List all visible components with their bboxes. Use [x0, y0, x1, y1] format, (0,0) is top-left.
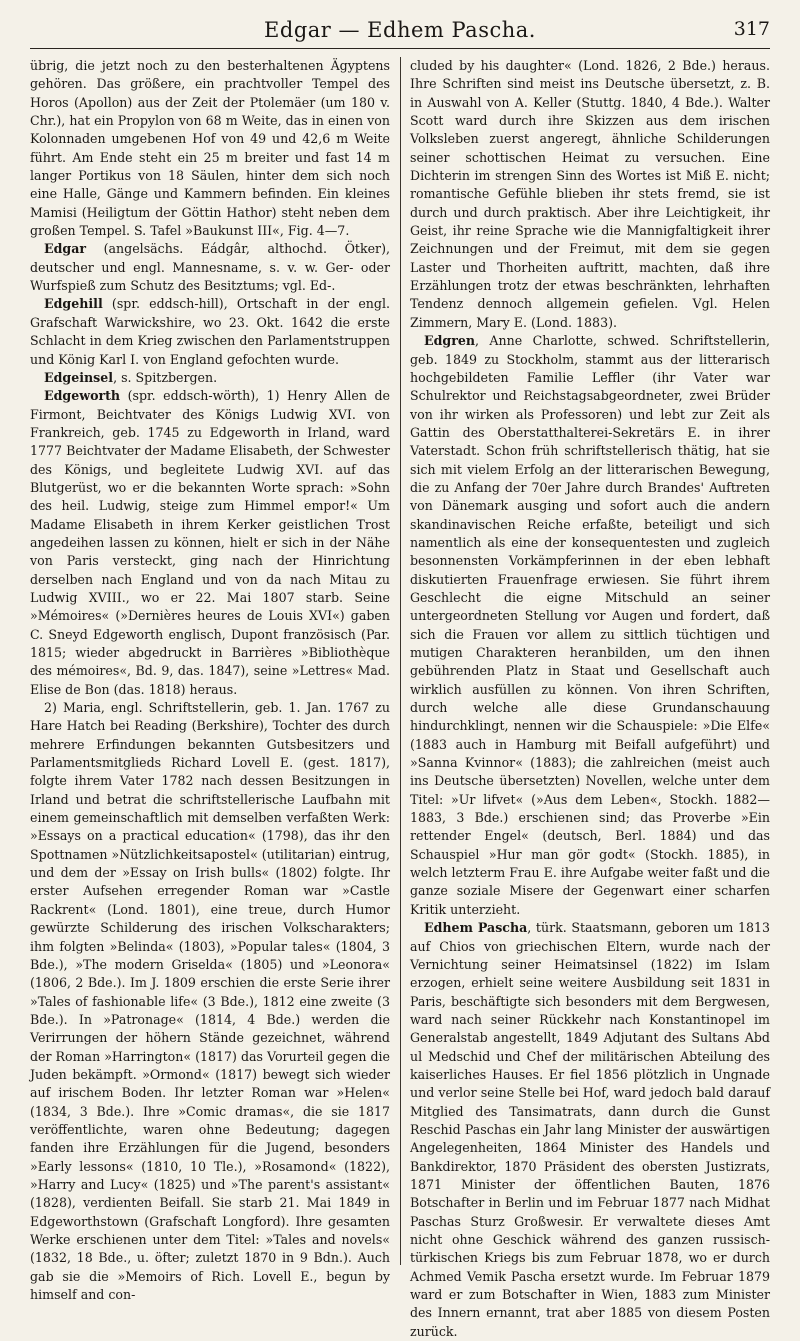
entry-edgeworth: [30, 387, 390, 699]
entry-edgren-text: , Anne Charlotte, schwed. Schriftstellerin, geb. 1849 zu Stockholm, stammt aus der litterarisch hochgebildeten Familie Leffler (ihr Vater war Schulrektor und Reichstagsabgeordneter, zwei Brüder von ihr wirken als Professoren) und lebt zur Zeit als Gattin des Oberstatthalterei-Sekretärs E. in ihrer Vaterstadt. Schon früh schriftstellerisch thätig, hat sie sich mit vielem Erfolg an der litterarischen Bewegung, die zu Anfang der 70er Jahre durch Brandes' Auftreten von Dänemark ausging und sofort auch die andern skandinavischen Reiche erfaßte, beteiligt und sich namentlich als eine der konsequentesten und zugleich besonnensten Vorkämpferinnen in der eben lebhaft diskutierten Frauenfrage erwiesen. Sie führt ihrem Geschlecht die eigne Mitschuld an seiner untergeordneten Stellung vor Augen und fordert, daß sich die Frauen vor allem zu sittlich tüchtigen und mutigen Charakteren heranbilden, um den ihnen gebührenden Platz in Staat und Gesellschaft auch wirklich ausfüllen zu können. Von ihren Schriften, durch welche alle diese Grundanschauung hindurchklingt, nennen wir die Schauspiele: »Die Elfe« (1883 auch in Hamburg mit Beifall aufgeführt) und »Sanna Kvinnor« (1883); die zahlreichen (meist auch ins Deutsche übersetzten) Novellen, welche unter dem Titel: »Ur lifvet« (»Aus dem Leben«, Stockh. 1882—1883, 3 Bde.) erschienen sind; das Proverbe »Ein rettender Engel« (deutsch, Berl. 1884) und das Schauspiel »Hur man gör godt« (Stockh. 1885), in welch letzterm Frau E. ihre Aufgabe weiter faßt und die ganze soziale Misere der Gegenwart einer scharfen Kritik unterzieht.: [410, 333, 770, 917]
entry-edgeinsel-text: , s. Spitzbergen.: [113, 369, 218, 385]
headword-edgeinsel: Edgeinsel: [44, 369, 114, 385]
left-column: [30, 57, 390, 1304]
headword-edgar: Edgar: [44, 241, 87, 257]
headword-edgeworth: Edgeworth: [44, 388, 121, 404]
entry-edgeworth-continued: cluded by his daughter« (Lond. 1826, 2 Bde.) heraus. Ihre Schriften sind meist ins Deutsche übersetzt, z. B. in Auswahl von A. Keller (Stuttg. 1840, 4 Bde.). Walter Scott ward durch ihre Skizzen aus dem irischen Volksleben zuerst angeregt, ähnliche Schilderungen seiner schottischen Heimat zu versuchen. Eine Dichterin im strengen Sinn des Wortes ist Miß E. nicht; romantische Gefühle blieben ihr stets fremd, sie ist durch und durch praktisch. Aber ihre Leichtigkeit, ihr Geist, ihr reine Sprache wie die Mannigfaltigkeit ihrer Zeichnungen und der Freimut, mit dem sie gegen Laster und Thorheiten auftritt, machten, daß ihre Erzählungen trotz der etwas beschränkten, lehrhaften Tendenz dennoch allgemein gefielen. Vgl. Helen Zimmern, Mary E. (Lond. 1883).: [410, 58, 770, 330]
right-column: [410, 57, 770, 1341]
running-title: Edgar — Edhem Pascha.: [264, 18, 536, 42]
headword-edgehill: Edgehill: [44, 296, 103, 312]
entry-edhem-pascha: [410, 919, 770, 1341]
page-number: 317: [733, 18, 770, 40]
headword-edhem-pascha: Edhem Pascha: [424, 920, 528, 936]
page-header: [30, 14, 770, 49]
entry-edgeinsel: [30, 369, 390, 387]
entry-edhem-pascha-text: , türk. Staatsmann, geboren um 1813 auf Chios von griechischen Eltern, wurde nach der Vernichtung seiner Heimatsinsel (1822) im Islam erzogen, erhielt seine weitere Ausbildung seit 1831 in Paris, beschäftigte sich besonders mit dem Bergwesen, ward nach seiner Rückkehr nach Konstantinopel im Generalstab angestellt, 1849 Adjutant des Sultans Abd ul Medschid und Chef der militärischen Abteilung des kaiserliches Hauses. Er fiel 1856 plötzlich in Ungnade und verlor seine Stelle bei Hof, ward jedoch bald darauf Mitglied des Tansimatrats, dann durch die Gunst Reschid Paschas ein Jahr lang Minister der auswärtigen Angelegenheiten, 1864 Minister des Handels und Bankdirektor, 1870 Präsident des obersten Justizrats, 1871 Minister der öffentlichen Bauten, 1876 Botschafter in Berlin und im Februar 1877 nach Midhat Paschas Sturz Großwesir. Er verwaltete dieses Amt nicht ohne Geschick während des ganzen russisch-türkischen Kriegs bis zum Februar 1878, wo er durch Achmed Vemik Pascha ersetzt wurde. Im Februar 1879 ward er zum Botschafter in Wien, 1883 zum Minister des Innern ernannt, trat aber 1885 von diesem Posten zurück.: [410, 920, 770, 1339]
entry-edgeworth-maria: 2) Maria, engl. Schriftstellerin, geb. 1. Jan. 1767 zu Hare Hatch bei Reading (Berkshire), Tochter des durch mehrere Erfindungen bekannten Gutsbesitzers und Parlamentsmitglieds Richard Lovell E. (gest. 1817), folgte ihrem Vater 1782 nach dessen Besitzungen in Irland und betrat die schriftstellerische Laufbahn mit einem gemeinschaftlich mit demselben verfaßten Werk: »Essays on a practical education« (1798), das ihr den Spottnamen »Nützlichkeitsapostel« (utilitarian) eintrug, und dem der »Essay on Irish bulls« (1802) folgte. Ihr erster Aufsehen erregender Roman war »Castle Rackrent« (Lond. 1801), eine treue, durch Humor gewürzte Schilderung des irischen Volkscharakters; ihm folgten »Belinda« (1803), »Popular tales« (1804, 3 Bde.), »The modern Griselda« (1805) und »Leonora« (1806, 2 Bde.). Im J. 1809 erschien die erste Serie ihrer »Tales of fashionable life« (3 Bde.), 1812 eine zweite (3 Bde.). In »Patronage« (1814, 4 Bde.) werden die Verirrungen der höhern Stände gezeichnet, während der Roman »Harrington« (1817) das Vorurteil gegen die Juden bekämpft. »Ormond« (1817) bewegt sich wieder auf irischem Boden. Ihr letzter Roman war »Helen« (1834, 3 Bde.). Ihre »Comic dramas«, die sie 1817 veröffentlichte, waren ohne Bedeutung; dagegen fanden ihre Erzählungen für die Jugend, besonders »Early lessons« (1810, 10 Tle.), »Rosamond« (1822), »Harry and Lucy« (1825) und »The parent's assistant« (1828), verdienten Beifall. Sie starb 21. Mai 1849 in Edgeworthstown (Grafschaft Longford). Ihre gesamten Werke erschienen unter dem Titel: »Tales and novels« (1832, 18 Bde., u. öfter; zuletzt 1870 in 9 Bdn.). Auch gab sie die »Memoirs of Rich. Lovell E., begun by himself and con-: [30, 700, 390, 1303]
entry-edfu-continued: übrig, die jetzt noch zu den besterhaltenen Ägyptens gehören. Das größere, ein prachtvoller Tempel des Horos (Apollon) aus der Zeit der Ptolemäer (um 180 v. Chr.), hat ein Propylon von 68 m Weite, das in einen von Kolonnaden umgebenen Hof von 49 und 42,6 m Weite führt. Am Ende steht ein 25 m breiter und fast 14 m langer Portikus von 18 Säulen, hinter dem sich noch eine Halle, Gänge und Kammern befinden. Ein kleines Mamisi (Heiligtum der Göttin Hathor) steht neben dem großen Tempel. S. Tafel »Baukunst III«, Fig. 4—7.: [30, 58, 390, 239]
column-divider: [400, 57, 401, 1265]
entry-edgeworth-text: (spr. eddsch-wörth), 1) Henry Allen de Firmont, Beichtvater des Königs Ludwig XVI. von Frankreich, geb. 1745 zu Edgeworth in Irland, ward 1777 Beichtvater der Madame Elisabeth, der Schwester des Königs, und begleitete Ludwig XVI. auf das Blutgerüst, wo er die bekannten Worte sprach: »Sohn des heil. Ludwig, steige zum Himmel empor!« Um Madame Elisabeth in ihrem Kerker geistlichen Trost angedeihen lassen zu können, hielt er sich in der Nähe von Paris versteckt, ging nach der Hinrichtung derselben nach England und von da nach Mitau zu Ludwig XVIII., wo er 22. Mai 1807 starb. Seine »Mémoires« (»Dernières heures de Louis XVI«) gaben C. Sneyd Edgeworth englisch, Dupont französisch (Par. 1815; wieder abgedruckt in Barrières »Bibliothèque des mémoires«, Bd. 9, das. 1847), seine »Lettres« Mad. Elise de Bon (das. 1818) heraus.: [30, 388, 390, 697]
entry-edgar-text: (angelsächs. Eádgâr, althochd. Ötker), deutscher und engl. Mannesname, s. v. w. Ger- oder Wurfspieß zum Schutz des Besitztums; vgl. Ed-.: [30, 241, 390, 294]
headword-edgren: Edgren: [424, 333, 476, 349]
entry-edgehill: [30, 295, 390, 368]
entry-edgren: [410, 332, 770, 919]
entry-edgar: [30, 240, 390, 295]
entry-edgehill-text: (spr. eddsch-hill), Ortschaft in der engl. Grafschaft Warwickshire, wo 23. Okt. 1642 die erste Schlacht in dem Krieg zwischen den Parlamentstruppen und König Karl I. von England gefochten wurde.: [30, 296, 390, 367]
